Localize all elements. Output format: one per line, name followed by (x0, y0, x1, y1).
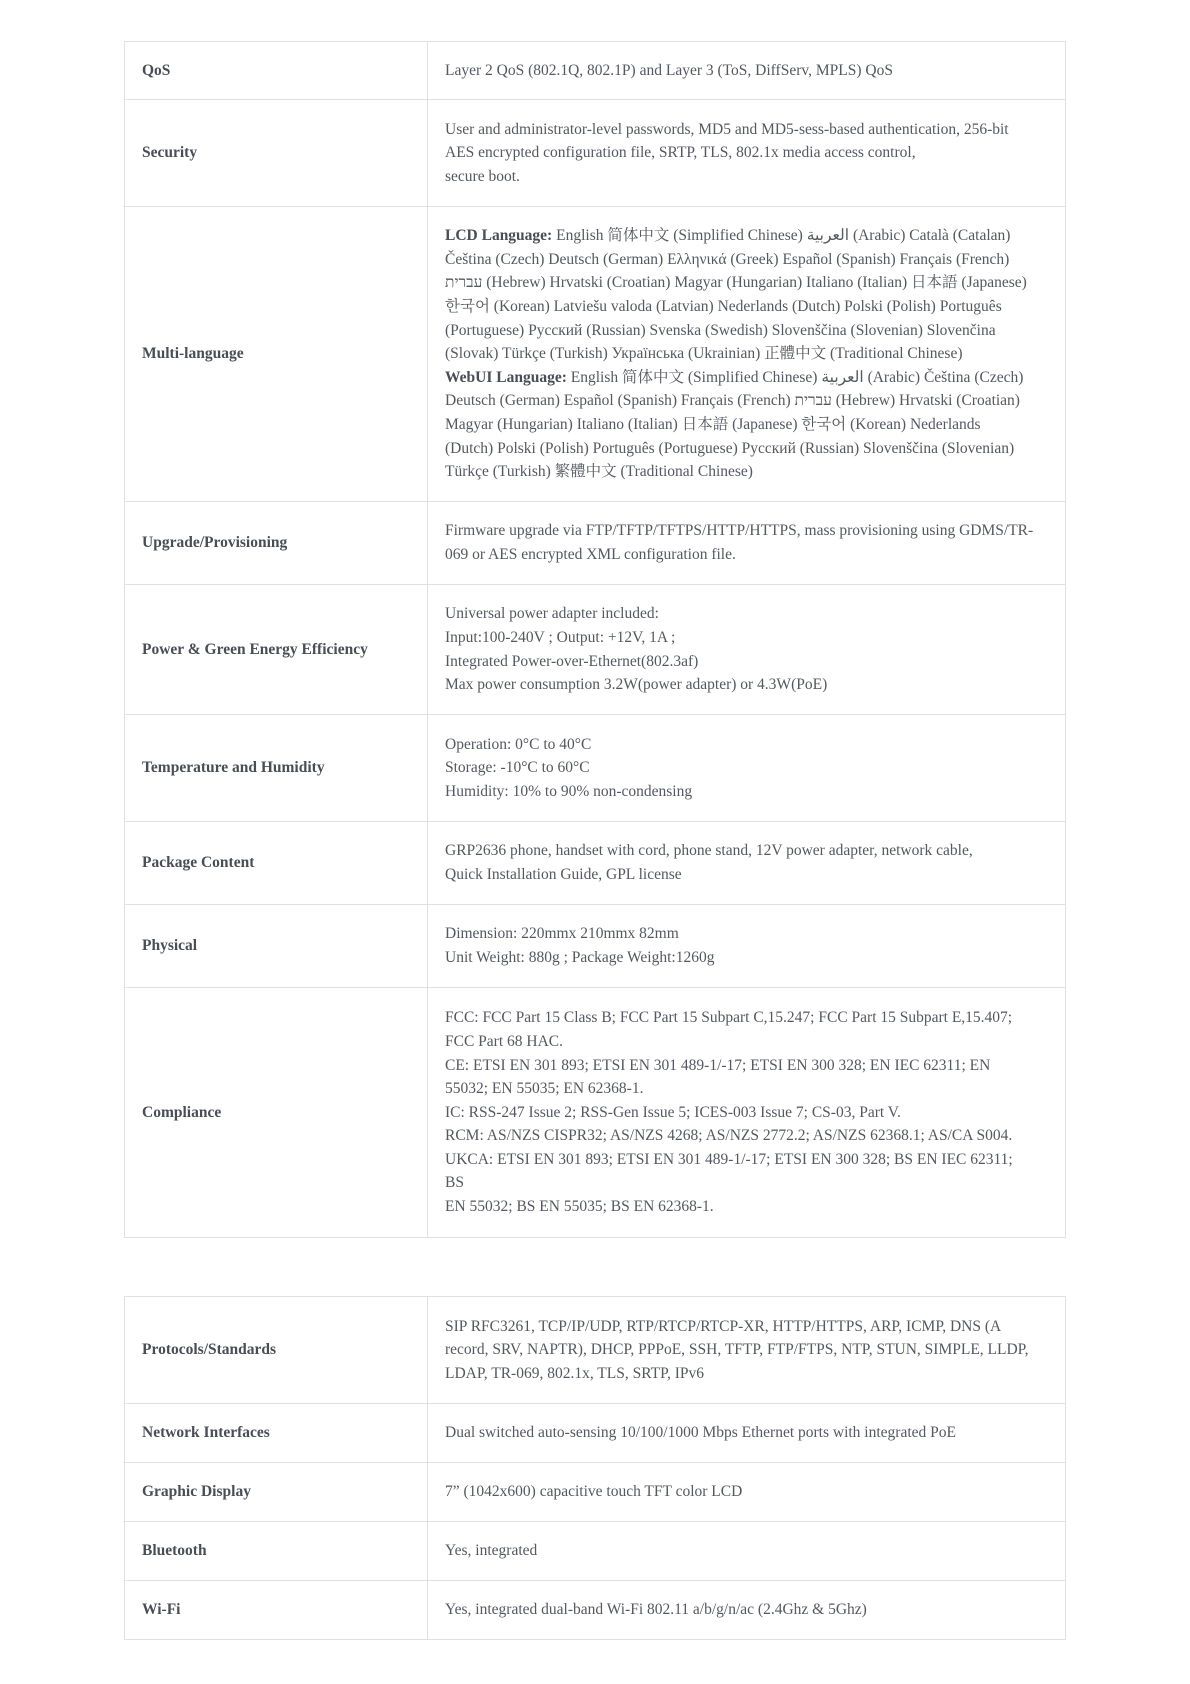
value-line: (Slovak) Türkçe (Turkish) Українська (Ukrainian) 正體中文 (Traditional Chinese) (445, 345, 963, 363)
value-line: LDAP, TR-069, 802.1x, TLS, SRTP, IPv6 (445, 1364, 705, 1382)
value-line: Max power consumption 3.2W(power adapter) or 4.3W(PoE) (445, 676, 828, 694)
spec-table-general (124, 41, 1066, 1238)
value-line: Yes, integrated (445, 1542, 538, 1560)
value-line: Input:100-240V ; Output: +12V, 1A ; (445, 628, 676, 646)
value-line (445, 366, 1048, 390)
value-line: 7” (1042x600) capacitive touch TFT color LCD (445, 1483, 743, 1501)
value-line: Integrated Power-over-Ethernet(802.3af) (445, 652, 699, 670)
row-value (428, 822, 1066, 905)
row-label: QoS (125, 42, 428, 100)
row-value (428, 207, 1066, 502)
value-line: record, SRV, NAPTR), DHCP, PPPoE, SSH, TFTP, FTP/FTPS, NTP, STUN, SIMPLE, LLDP, (445, 1341, 1029, 1359)
row-label: Protocols/Standards (125, 1297, 428, 1404)
table-row (125, 988, 1066, 1238)
value-line: Storage: -10°C to 60°C (445, 759, 590, 777)
value-line: עברית (Hebrew) Hrvatski (Croatian) Magyar (Hungarian) Italiano (Italian) 日本語 (Japanese) (445, 274, 1027, 292)
webui-language-text: English 简体中文 (Simplified Chinese) العربية (Arabic) Čeština (Czech) (566, 368, 1024, 386)
row-label: Multi-language (125, 207, 428, 502)
table-row (125, 207, 1066, 502)
value-line: FCC: FCC Part 15 Class B; FCC Part 15 Subpart C,15.247; FCC Part 15 Subpart E,15.407; (445, 1009, 1013, 1027)
row-label: Compliance (125, 988, 428, 1238)
row-label: Network Interfaces (125, 1404, 428, 1463)
value-line: 069 or AES encrypted XML configuration file. (445, 546, 736, 563)
value-line: RCM: AS/NZS CISPR32; AS/NZS 4268; AS/NZS 2772.2; AS/NZS 62368.1; AS/CA S004. (445, 1127, 1013, 1145)
row-value (428, 988, 1066, 1238)
table-row (125, 502, 1066, 585)
row-value (428, 1581, 1066, 1640)
value-line: IC: RSS-247 Issue 2; RSS-Gen Issue 5; ICES-003 Issue 7; CS-03, Part V. (445, 1103, 901, 1121)
value-line: Universal power adapter included: (445, 605, 659, 623)
value-line: 한국어 (Korean) Latviešu valoda (Latvian) Nederlands (Dutch) Polski (Polish) Português (445, 298, 1002, 316)
value-line: (Portuguese) Русский (Russian) Svenska (Swedish) Slovenščina (Slovenian) Slovenčina (445, 321, 996, 339)
value-line: Dimension: 220mmx 210mmx 82mm (445, 925, 679, 943)
value-line: Layer 2 QoS (802.1Q, 802.1P) and Layer 3 (ToS, DiffServ, MPLS) QoS (445, 61, 893, 79)
row-label: Security (125, 100, 428, 207)
value-line (445, 224, 1048, 248)
table-row (125, 1463, 1066, 1522)
value-line: (Dutch) Polski (Polish) Português (Portuguese) Русский (Russian) Slovenščina (Slovenian) (445, 439, 1015, 457)
table-row (125, 585, 1066, 715)
webui-language-label: WebUI Language: (445, 368, 567, 386)
table-row (125, 42, 1066, 100)
table-row (125, 715, 1066, 822)
value-line: Operation: 0°C to 40°C (445, 735, 592, 753)
row-value (428, 1463, 1066, 1522)
value-line: User and administrator-level passwords, MD5 and MD5-sess-based authentication, 256-bit (445, 120, 1009, 138)
lcd-language-text: English 简体中文 (Simplified Chinese) العربية (Arabic) Català (Catalan) (552, 227, 1011, 245)
spec-table-features (124, 1296, 1066, 1640)
row-value (428, 1522, 1066, 1581)
table-row (125, 1522, 1066, 1581)
row-label: Graphic Display (125, 1463, 428, 1522)
value-line: GRP2636 phone, handset with cord, phone stand, 12V power adapter, network cable, (445, 842, 973, 860)
row-value (428, 715, 1066, 822)
value-line: Yes, integrated dual-band Wi-Fi 802.11 a/b/g/n/ac (2.4Ghz & 5Ghz) (445, 1601, 867, 1619)
value-line: Quick Installation Guide, GPL license (445, 866, 682, 883)
value-line: SIP RFC3261, TCP/IP/UDP, RTP/RTCP/RTCP-XR, HTTP/HTTPS, ARP, ICMP, DNS (A (445, 1317, 1002, 1335)
row-label: Temperature and Humidity (125, 715, 428, 822)
table-row (125, 905, 1066, 988)
table-row (125, 1297, 1066, 1404)
row-label: Physical (125, 905, 428, 988)
row-label: Upgrade/Provisioning (125, 502, 428, 585)
value-line: Magyar (Hungarian) Italiano (Italian) 日本語 (Japanese) 한국어 (Korean) Nederlands (445, 415, 981, 433)
value-line: Čeština (Czech) Deutsch (German) Ελληνικά (Greek) Español (Spanish) Français (French) (445, 250, 1010, 268)
row-value (428, 42, 1066, 100)
value-line: AES encrypted configuration file, SRTP, TLS, 802.1x media access control, (445, 144, 916, 162)
table-row (125, 1581, 1066, 1640)
value-line: BS (445, 1174, 464, 1192)
value-line: 55032; EN 55035; EN 62368-1. (445, 1080, 644, 1098)
value-line: Firmware upgrade via FTP/TFTP/TFTPS/HTTP/HTTPS, mass provisioning using GDMS/TR- (445, 522, 1034, 540)
row-value (428, 1404, 1066, 1463)
value-line: Dual switched auto-sensing 10/100/1000 Mbps Ethernet ports with integrated PoE (445, 1424, 956, 1442)
value-line: FCC Part 68 HAC. (445, 1032, 563, 1050)
lcd-language-label: LCD Language: (445, 227, 553, 245)
row-value (428, 585, 1066, 715)
table-row (125, 100, 1066, 207)
row-value (428, 1297, 1066, 1404)
table-row (125, 822, 1066, 905)
row-label: Wi-Fi (125, 1581, 428, 1640)
value-line: Deutsch (German) Español (Spanish) Français (French) עברית (Hebrew) Hrvatski (Croatian) (445, 392, 1020, 410)
row-value (428, 502, 1066, 585)
table-row (125, 1404, 1066, 1463)
value-line: EN 55032; BS EN 55035; BS EN 62368-1. (445, 1198, 714, 1216)
value-line: CE: ETSI EN 301 893; ETSI EN 301 489-1/-17; ETSI EN 300 328; EN IEC 62311; EN (445, 1056, 991, 1074)
row-label: Power & Green Energy Efficiency (125, 585, 428, 715)
value-line: secure boot. (445, 167, 520, 185)
value-line: UKCA: ETSI EN 301 893; ETSI EN 301 489-1/-17; ETSI EN 300 328; BS EN IEC 62311; (445, 1150, 1013, 1168)
row-value (428, 905, 1066, 988)
value-line: Humidity: 10% to 90% non-condensing (445, 782, 693, 800)
row-label: Bluetooth (125, 1522, 428, 1581)
value-line: Türkçe (Turkish) 繁體中文 (Traditional Chinese) (445, 463, 753, 481)
row-label: Package Content (125, 822, 428, 905)
row-value (428, 100, 1066, 207)
value-line: Unit Weight: 880g ; Package Weight:1260g (445, 949, 715, 966)
